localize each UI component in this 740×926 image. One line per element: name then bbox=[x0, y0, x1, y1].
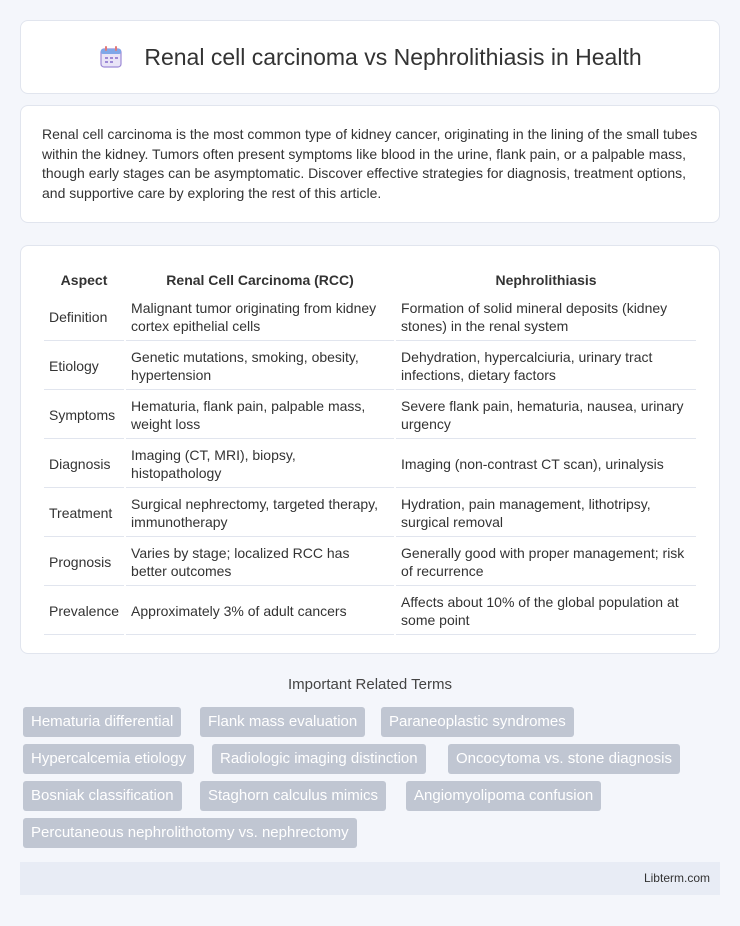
related-term-tag[interactable]: Angiomyolipoma confusion bbox=[406, 781, 601, 811]
related-term-tag[interactable]: Bosniak classification bbox=[23, 781, 182, 811]
table-row bbox=[44, 588, 696, 635]
table-row bbox=[44, 392, 696, 439]
rcc-cell: Malignant tumor originating from kidney cortex epithelial cells bbox=[126, 294, 394, 341]
rcc-cell: Varies by stage; localized RCC has better outcomes bbox=[126, 539, 394, 586]
table-row bbox=[44, 490, 696, 537]
related-term-tag[interactable]: Flank mass evaluation bbox=[200, 707, 365, 737]
table-row bbox=[44, 343, 696, 390]
aspect-cell: Diagnosis bbox=[44, 441, 124, 488]
aspect-cell: Etiology bbox=[44, 343, 124, 390]
intro-card bbox=[20, 105, 720, 223]
related-term-tag[interactable]: Oncocytoma vs. stone diagnosis bbox=[448, 744, 680, 774]
nephrolithiasis-cell: Affects about 10% of the global population at some point bbox=[396, 588, 696, 635]
aspect-cell: Prognosis bbox=[44, 539, 124, 586]
nephrolithiasis-cell: Severe flank pain, hematuria, nausea, urinary urgency bbox=[396, 392, 696, 439]
rcc-cell: Approximately 3% of adult cancers bbox=[126, 588, 394, 635]
related-term-tag[interactable]: Radiologic imaging distinction bbox=[212, 744, 426, 774]
related-term-tag[interactable]: Percutaneous nephrolithotomy vs. nephrectomy bbox=[23, 818, 357, 848]
header-aspect: Aspect bbox=[60, 272, 108, 288]
rcc-cell: Genetic mutations, smoking, obesity, hypertension bbox=[126, 343, 394, 390]
related-term-tag[interactable]: Staghorn calculus mimics bbox=[200, 781, 386, 811]
table-row bbox=[44, 441, 696, 488]
nephrolithiasis-cell: Formation of solid mineral deposits (kidney stones) in the renal system bbox=[396, 294, 696, 341]
nephrolithiasis-cell: Hydration, pain management, lithotripsy, surgical removal bbox=[396, 490, 696, 537]
comparison-table bbox=[42, 266, 698, 637]
related-term-tag[interactable]: Paraneoplastic syndromes bbox=[381, 707, 574, 737]
aspect-cell: Treatment bbox=[44, 490, 124, 537]
table-row bbox=[44, 294, 696, 341]
nephrolithiasis-cell: Dehydration, hypercalciuria, urinary tract infections, dietary factors bbox=[396, 343, 696, 390]
footer bbox=[20, 862, 720, 895]
table-header-row bbox=[44, 268, 696, 292]
title-card bbox=[20, 20, 720, 94]
nephrolithiasis-cell: Imaging (non-contrast CT scan), urinalysis bbox=[396, 441, 696, 488]
header-rcc: Renal Cell Carcinoma (RCC) bbox=[166, 272, 354, 288]
aspect-cell: Prevalence bbox=[44, 588, 124, 635]
aspect-cell: Definition bbox=[44, 294, 124, 341]
comparison-card bbox=[20, 245, 720, 654]
rcc-cell: Hematuria, flank pain, palpable mass, weight loss bbox=[126, 392, 394, 439]
related-terms-title: Important Related Terms bbox=[288, 676, 452, 693]
page-title: Renal cell carcinoma vs Nephrolithiasis in Health bbox=[144, 43, 642, 70]
rcc-cell: Surgical nephrectomy, targeted therapy, immunotherapy bbox=[126, 490, 394, 537]
table-row bbox=[44, 539, 696, 586]
related-term-tag[interactable]: Hematuria differential bbox=[23, 707, 181, 737]
footer-link[interactable]: Libterm.com bbox=[643, 871, 710, 885]
header-nephrolithiasis: Nephrolithiasis bbox=[495, 272, 597, 288]
calendar-icon bbox=[98, 44, 124, 70]
intro-text: Renal cell carcinoma is the most common type of kidney cancer, originating in the lining of the small tubes within the kidney. Tumors often present symptoms like blood in the urine, flank pain, or a palpable mass, though early stages can be asymptomatic. Discover effective strategies for diagnosis, treatment options, and supportive care by exploring the rest of this article. bbox=[42, 126, 698, 201]
aspect-cell: Symptoms bbox=[44, 392, 124, 439]
related-term-tag[interactable]: Hypercalcemia etiology bbox=[23, 744, 194, 774]
nephrolithiasis-cell: Generally good with proper management; risk of recurrence bbox=[396, 539, 696, 586]
rcc-cell: Imaging (CT, MRI), biopsy, histopathology bbox=[126, 441, 394, 488]
